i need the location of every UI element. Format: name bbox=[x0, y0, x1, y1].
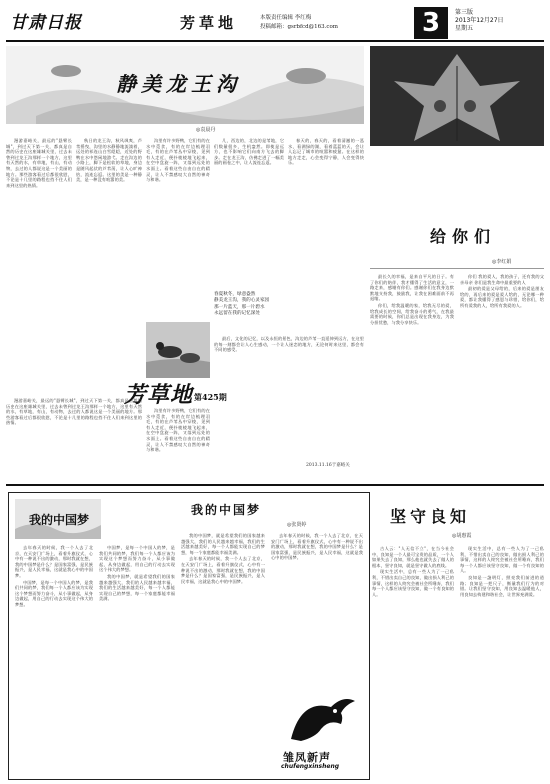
date-line: 2013.11.16于嘉峪关 bbox=[306, 463, 350, 468]
paragraph: 最后，文化的记忆，以及永恒的景色，沟边的芦苇一直延伸到远方，在这里的每一刻都会让人心生感动，一个让人迷恋的地方，无论何时来这里，都会有不同的感受。 bbox=[214, 336, 364, 353]
editor-info bbox=[260, 14, 338, 32]
article-column bbox=[460, 274, 544, 474]
leaf-illustration bbox=[370, 46, 544, 146]
page-number: 3 bbox=[414, 7, 448, 39]
article-author: ◎胡惠霞 bbox=[452, 533, 472, 539]
column-calligraphy: 芳草地 bbox=[124, 382, 194, 408]
paragraph: 你们 我的爱人，我的孩子，还有我的父亲母亲 你们是我生命中最重要的人 bbox=[460, 274, 544, 285]
article-column bbox=[460, 546, 544, 772]
weekday: 星期五 bbox=[455, 25, 474, 32]
article-column bbox=[6, 398, 142, 478]
issue-number: 第425期 bbox=[194, 392, 227, 402]
article-title: 我的中国梦 bbox=[191, 503, 262, 517]
paragraph: 你们，给我温暖的家，给我无尽的爱，给我成长的空间，给我奋斗的勇气，在我最需要的时候，你们总是出现在我身边，为我分担忧愁，与我分享快乐。 bbox=[370, 302, 454, 325]
art-title: 我的中国梦 bbox=[29, 513, 90, 527]
edition-label: 第三版 bbox=[455, 9, 474, 16]
paragraph: 中国梦，是每一个中国人的梦，是我们共同的梦，我们每一个人都应该为实现这个梦想而努力奋斗，从小事做起，从身边做起，用自己的行动去实现这个伟大的梦想。 bbox=[99, 545, 175, 573]
poem-line: 静美龙王沟，我的心灵家园 bbox=[214, 298, 270, 304]
inline-poem bbox=[214, 292, 364, 332]
paragraph: 去年春天的时候，我一个人去了北京，在天安门广场上，看着升旗仪式，心中有一种说不出的激动，那时我就在想，我的中国梦是什么？是国家富强，是民族振兴，是人民幸福，这就是我心中的中国梦。 bbox=[271, 533, 363, 561]
paragraph: 漫游嘉峪关，最远的"悬臂长城"，到过天下第一关，都真是自然的历史在这座雄城关里，过去未曾到过龙王沟那样一个地方，这里有天然的水，有草地，有山，有动物，去过的人都说这是一个美丽的地方。那些游客看过后都很欣慰，不论是十几里的路程也挡不住人们来到这里的热情。 bbox=[6, 138, 72, 188]
poem-line: 那一片蓝天，那一片碧水 bbox=[214, 304, 265, 310]
masthead-rule bbox=[6, 40, 544, 42]
article-column bbox=[372, 546, 454, 772]
article-zhongguomeng bbox=[8, 492, 370, 780]
article-column bbox=[146, 408, 210, 478]
section-rule bbox=[6, 484, 544, 486]
article-author: ◎李红娟 bbox=[492, 259, 512, 265]
article-column bbox=[15, 545, 93, 771]
newspaper-logo: 甘肃日报 bbox=[10, 13, 82, 33]
logo-title: 雏凤新声 bbox=[283, 751, 331, 764]
email-line: 投稿邮箱：gsrbfcd@163.com bbox=[260, 24, 338, 30]
paragraph: 去年春天的时候，我一个人去了北京，在天安门广场上，看着升旗仪式，心中有一种说不出的激动，那时我就在想，我的中国梦是什么？是国家富强，是民族振兴，是人民幸福，这就是我心中的中国梦。 bbox=[15, 545, 93, 578]
ducks-photo bbox=[146, 322, 210, 378]
poem-line: 永远留在我的记忆深处 bbox=[214, 311, 260, 317]
editor-line: 本版责任编辑 李红梅 bbox=[260, 15, 312, 21]
article-column bbox=[288, 138, 364, 288]
page-meta bbox=[455, 9, 504, 33]
article-author: ◎袁晨丹 bbox=[196, 127, 216, 133]
paragraph: 我的中国梦，就是希望我们的国家越来越强大，我们的人民越来越幸福，我们的生活越来越美好，每一个人都能实现自己的梦想，每一个家庭都能幸福美满。 bbox=[99, 573, 175, 602]
article-title: 静美龙王沟 bbox=[116, 72, 241, 96]
article-column bbox=[214, 138, 284, 288]
paragraph: 现实生活中，总有一些人为了一己私利，不惜出卖自己的良知，做出损人利己的事情，这样的人终究会被社会所唾弃，我们每一个人都应该坚守良知，做一个有良知的人。 bbox=[460, 546, 544, 574]
paragraph: 古人云："人无信不立"，在当今社会中，良知是一个人最可宝贵的品质，一个人如果失去了良知，那么他也就失去了做人的根本，坚守良知，就是坚守做人的底线。 bbox=[372, 546, 454, 568]
chufeng-logo bbox=[271, 689, 363, 773]
paragraph: 去年春天的时候，我一个人去了北京，在天安门广场上，看着升旗仪式，心中有一种说不出的激动，那时我就在想，我的中国梦是什么？是国家富强，是民族振兴，是人民幸福，这就是我心中的中国梦。 bbox=[181, 556, 265, 584]
paragraph: 秋日的龙王沟，秋风飒爽，芦苇摇曳，沟里的水静静地流淌着，远处的祁连山白雪皑皑，近处的野鸭在水中悠闲地游弋。走在沟边的小路上，脚下是松软的草地，身边是随风起伏的芦苇荡，让人心旷神怡，流连忘返。这里的美是一种静美，是一种没有喧嚣的美。 bbox=[76, 138, 142, 183]
paragraph: 最长久的幸福，是来自平凡的日子。有了你们的陪伴，我才懂得了生活的意义，一路走来，感谢有你们。感谢你们在我身边默默地支持我，鼓励我，让我在困难面前不再退缩。 bbox=[370, 274, 454, 302]
paragraph: 最初的爱是父母给的，后来的爱是朋友给的，再后来的爱是爱人给的，无论哪一种爱，都让我懂得了感恩与珍惜，给你们，给所有爱我的人，给所有我爱的人。 bbox=[460, 286, 544, 308]
article-column bbox=[76, 138, 142, 394]
article-column bbox=[99, 545, 175, 771]
duck-illustration bbox=[146, 322, 210, 378]
article-column bbox=[146, 138, 210, 318]
paragraph: 漫游嘉峪关，最远的"悬臂长城"，到过天下第一关，都真是自然的历史在这座雄城关里，过去未曾到过龙王沟那样一个地方，这里有天然的水，有草地，有山，有动物，去过的人都说这是一个美丽的地方。那些游客看过后都很欣慰，不论是十几里的路程也挡不住人们来到这里的热情。 bbox=[6, 398, 142, 426]
article-title: 坚守良知 bbox=[390, 507, 471, 526]
paragraph: 中国梦，是每一个中国人的梦，是我们共同的梦，我们每一个人都应该为实现这个梦想而努力奋斗，从小事做起，从身边做起，用自己的行动去实现这个伟大的梦想。 bbox=[15, 579, 93, 607]
paragraph: 几，西边的，北边的是苇地，它们数量很多，生机盎然。即使是远方，也不影响它们向南方飞去的脚步。走在龙王沟，仿佛走进了一幅美丽的画卷之中，让人流连忘返。 bbox=[214, 138, 284, 166]
article-geini bbox=[370, 46, 544, 478]
article-column bbox=[214, 336, 364, 456]
issue-date: 2013年12月27日 bbox=[455, 17, 504, 24]
article-jianshou bbox=[372, 492, 544, 778]
phoenix-icon bbox=[271, 689, 363, 749]
poem-line: 春夏秋冬，绿意盎然 bbox=[214, 292, 256, 297]
article-title: 给你们 bbox=[430, 227, 497, 246]
paragraph: 良知是一盏明灯，照亮我们前进的道路；良知是一把尺子，衡量我们行为的对错。让我们坚守良知，用良知去温暖他人，用良知去构建和谐社会，让世界充满爱。 bbox=[460, 574, 544, 597]
divider bbox=[370, 268, 544, 269]
section-title: 芳草地 bbox=[180, 14, 238, 32]
paragraph: 现实生活中，总有一些人为了一己私利，不惜出卖自己的良知，做出损人利己的事情，这样的人终究会被社会所唾弃，我们每一个人都应该坚守良知，做一个有良知的人。 bbox=[372, 569, 454, 597]
article-author: ◎张贤婷 bbox=[287, 522, 307, 528]
article-column bbox=[370, 274, 454, 474]
article-column bbox=[181, 533, 265, 771]
article-column bbox=[271, 533, 363, 683]
paragraph: 春天的，春天的，看着清澈的一泓水，看满绿的湖，看着蓝蓝的天，会让人忘记了城市的喧嚣和疲惫。在这样的地方走走，心会变得宁静，人会变得快乐。 bbox=[288, 138, 364, 166]
paragraph: 沟里有许多野鸭，它们有的在水中觅食，有的在岸边梳理羽毛，有的在芦苇丛中穿梭，见到有人走近，便扑棱棱地飞起来，在空中盘旋一阵，又落到远处的水面上。看着这些自由自在的精灵，让人不禁感叹大自然的神奇与和谐。 bbox=[146, 408, 210, 453]
article-column bbox=[6, 138, 72, 394]
paragraph: 沟里有许多野鸭，它们有的在水中觅食，有的在岸边梳理羽毛，有的在芦苇丛中穿梭，见到有人走近，便扑棱棱地飞起来，在空中盘旋一阵，又落到远处的水面上。看着这些自由自在的精灵，让人不禁感叹大自然的神奇与和谐。 bbox=[146, 138, 210, 183]
article-longwang bbox=[6, 46, 364, 478]
leaf-art bbox=[370, 46, 544, 146]
logo-pinyin: chufengxinsheng bbox=[281, 763, 340, 770]
paragraph: 我的中国梦，就是希望我们的国家越来越强大，我们的人民越来越幸福，我们的生活越来越美好，每一个人都能实现自己的梦想，每一个家庭都能幸福美满。 bbox=[181, 533, 265, 555]
